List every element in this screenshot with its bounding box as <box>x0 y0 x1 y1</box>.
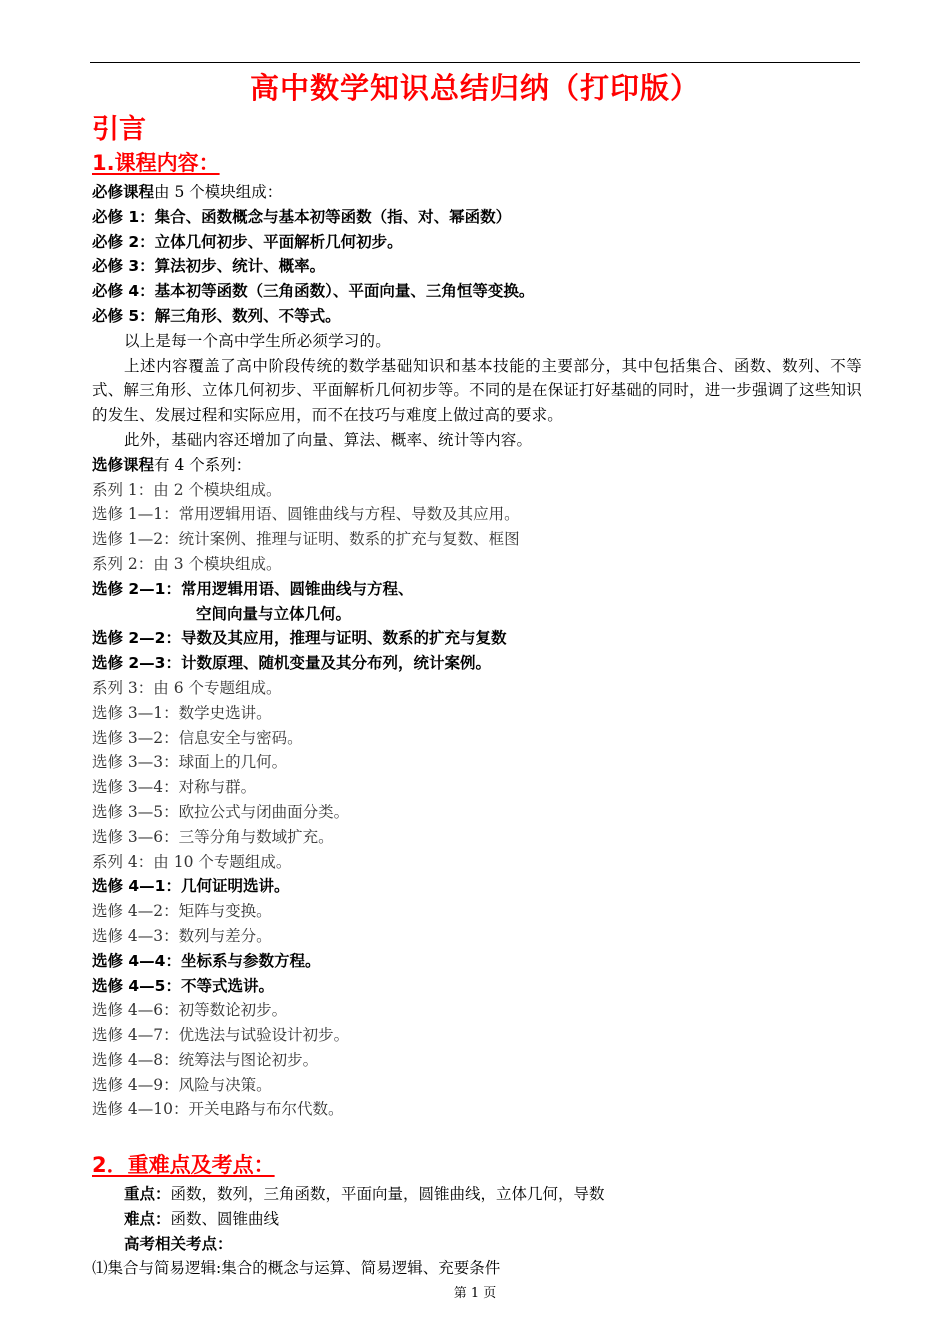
elective-courses-label: 选修课程 <box>92 455 155 474</box>
key-points-label: 重点： <box>124 1185 171 1203</box>
series4-item: 选修 4—2：矩阵与变换。 <box>92 902 272 921</box>
page-number: 第 1 页 <box>453 1286 497 1301</box>
section1-body <box>92 180 862 1122</box>
series-line: 选修 2—3：计数原理、随机变量及其分布列，统计案例。 <box>92 654 491 673</box>
series-line: 系列 2：由 3 个模块组成。 <box>92 554 282 573</box>
exam-points-label: 高考相关考点： <box>124 1234 233 1253</box>
required-item: 必修 2：立体几何初步、平面解析几何初步。 <box>92 232 403 251</box>
series-line: 系列 1：由 2 个模块组成。 <box>92 480 282 499</box>
series-line: 选修 3—4：对称与群。 <box>92 778 257 797</box>
series-line: 系列 3：由 6 个专题组成。 <box>92 678 282 697</box>
required-item: 必修 1：集合、函数概念与基本初等函数（指、对、幂函数） <box>92 207 512 226</box>
difficult-points-label: 难点： <box>124 1209 171 1228</box>
difficult-points-text: 函数、圆锥曲线 <box>170 1209 280 1228</box>
series4-item: 选修 4—7：优选法与试验设计初步。 <box>92 1026 350 1045</box>
section2-heading: 2．重难点及考点： <box>92 1153 275 1177</box>
series-line: 选修 3—2：信息安全与密码。 <box>92 728 303 747</box>
header-rule <box>90 62 860 63</box>
series-line: 选修 3—5：欧拉公式与闭曲面分类。 <box>92 802 350 821</box>
key-points-text: 函数，数列，三角函数，平面向量，圆锥曲线，立体几何，导数 <box>170 1185 605 1203</box>
paragraph: 上述内容覆盖了高中阶段传统的数学基础知识和基本技能的主要部分，其中包括集合、函数、数列、不等式、解三角形、立体几何初步、平面解析几何初步等。不同的是在保证打好基础的同时，进一步强调了这些知识的发生、发展过程和实际应用，而不在技巧与难度上做过高的要求。 <box>92 356 862 425</box>
series-line: 选修 1—2：统计案例、推理与证明、数系的扩充与复数、框图 <box>92 530 520 549</box>
required-courses-text: 由 5 个模块组成： <box>154 183 283 201</box>
exam-point-item: ⑴集合与简易逻辑:集合的概念与运算、简易逻辑、充要条件 <box>92 1259 501 1278</box>
intro-heading: 引言 <box>92 114 146 145</box>
paragraph: 以上是每一个高中学生所必须学习的。 <box>124 331 391 350</box>
required-courses-label: 必修课程 <box>92 183 155 201</box>
required-item: 必修 4：基本初等函数（三角函数）、平面向量、三角恒等变换。 <box>92 282 535 301</box>
series4-item: 选修 4—1：几何证明选讲。 <box>92 877 290 896</box>
paragraph: 此外，基础内容还增加了向量、算法、概率、统计等内容。 <box>124 430 533 449</box>
series-line: 系列 4：由 10 个专题组成。 <box>92 852 292 871</box>
series4-item: 选修 4—8：统筹法与图论初步。 <box>92 1050 319 1069</box>
series4-item: 选修 4—6：初等数论初步。 <box>92 1001 288 1020</box>
section2-body <box>92 1182 862 1281</box>
section1-heading: 1.课程内容： <box>92 151 220 175</box>
key-points-line <box>92 1182 862 1207</box>
required-courses-line <box>92 180 862 205</box>
series4-item: 选修 4—3：数列与差分。 <box>92 926 272 945</box>
series4-item: 选修 4—9：风险与决策。 <box>92 1075 272 1094</box>
series-line: 选修 1—1：常用逻辑用语、圆锥曲线与方程、导数及其应用。 <box>92 505 520 524</box>
required-item: 必修 3：算法初步、统计、概率。 <box>92 257 326 276</box>
series-line: 空间向量与立体几何。 <box>196 604 352 623</box>
series4-item: 选修 4—10：开关电路与布尔代数。 <box>92 1100 344 1119</box>
elective-courses-line <box>92 453 862 478</box>
document-title: 高中数学知识总结归纳（打印版） <box>249 71 700 105</box>
series-line: 选修 2—2：导数及其应用，推理与证明、数系的扩充与复数 <box>92 629 507 648</box>
series-line: 选修 3—6：三等分角与数域扩充。 <box>92 827 334 846</box>
elective-courses-text: 有 4 个系列： <box>154 455 252 474</box>
required-item: 必修 5：解三角形、数列、不等式。 <box>92 306 341 325</box>
difficult-points-line <box>92 1207 862 1232</box>
series-line: 选修 3—3：球面上的几何。 <box>92 753 288 772</box>
series-line: 选修 3—1：数学史选讲。 <box>92 703 272 722</box>
series4-item: 选修 4—4：坐标系与参数方程。 <box>92 951 321 970</box>
series-line: 选修 2—1：常用逻辑用语、圆锥曲线与方程、 <box>92 579 414 598</box>
series4-list <box>92 874 862 1122</box>
series4-item: 选修 4—5：不等式选讲。 <box>92 976 274 995</box>
